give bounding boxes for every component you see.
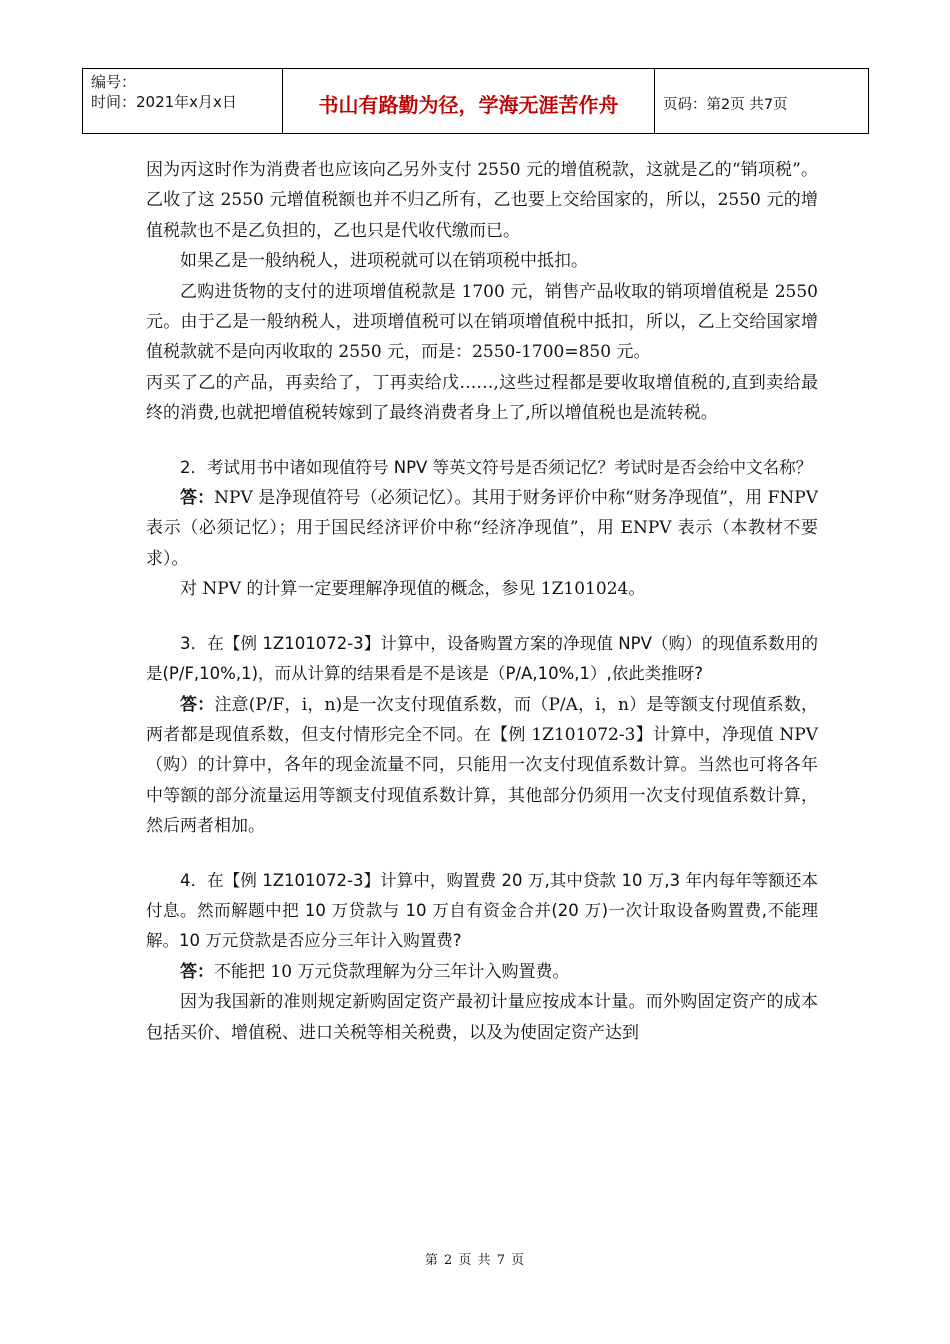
- answer-label: 答：: [180, 694, 215, 715]
- paragraph: 丙买了乙的产品，再卖给了，丁再卖给戊……,这些过程都是要收取增值税的,直到卖给最终的消费,也就把增值税转嫁到了最终消费者身上了,所以增值税也是流转税。: [146, 372, 818, 424]
- question-4: 4．在【例 1Z101072-3】计算中，购置费 20 万,其中贷款 10 万,3 年内每年等额还本付息。然而解题中把 10 万贷款与 10 万自有资金合并(20 万)一次计取设备购置费,不能理解。10 万元贷款是否应分三年计入购置费?: [146, 870, 818, 951]
- answer-3: [146, 690, 818, 842]
- header-motto: 书山有路勤为径，学海无涯苦作舟: [283, 69, 655, 133]
- question-2: 2．考试用书中诸如现值符号 NPV 等英文符号是否须记忆？考试时是否会给中文名称？: [180, 457, 813, 477]
- header-table: [82, 68, 869, 134]
- number-label: 编号：: [91, 73, 137, 91]
- answer-text: 不能把 10 万元贷款理解为分三年计入购置费。: [214, 961, 570, 982]
- answer-text: NPV 是净现值符号（必须记忆）。其用于财务评价中称“财务净现值”，用 FNPV 表示（必须记忆）；用于国民经济评价中称“经济净现值”，用 ENPV 表示（本教材不要求）。: [146, 488, 818, 569]
- answer-2: [146, 483, 818, 574]
- paragraph: 乙购进货物的支付的进项增值税款是 1700 元，销售产品收取的销项增值税是 2550 元。由于乙是一般纳税人，进项增值税可以在销项增值税中抵扣，所以，乙上交给国家增值税款就不是向丙收取的 2550 元，而是：2550-1700=850 元。: [146, 281, 818, 363]
- answer-text: 注意(P/F，i，n)是一次支付现值系数，而（P/A，i，n）是等额支付现值系数，两者都是现值系数，但支付情形完全不同。在【例 1Z101072-3】计算中，净现值 NPV（购）的计算中，各年的现金流量不同，只能用一次支付现值系数计算。当然也可将各年中等额的部分流量运用等额支付现值系数计算，其他部分仍须用一次支付现值系数计算，然后两者相加。: [146, 694, 818, 837]
- document-body: [146, 155, 818, 1048]
- answer-label: 答：: [180, 488, 215, 509]
- answer-4: [146, 957, 818, 987]
- paragraph: 因为我国新的准则规定新购固定资产最初计量应按成本计量。而外购固定资产的成本包括买价、增值税、进口关税等相关税费，以及为使固定资产达到: [146, 992, 818, 1043]
- time-label: 时间：2021年x月x日: [91, 93, 237, 111]
- header-page-info: 页码：第2页 共7页: [663, 96, 788, 113]
- paragraph: 因为丙这时作为消费者也应该向乙另外支付 2550 元的增值税款，这就是乙的“销项税”。乙收了这 2550 元增值税额也并不归乙所有，乙也要上交给国家的，所以，2550 元的增值税款也不是乙负担的，乙也只是代收代缴而已。: [146, 160, 818, 241]
- page-footer: 第 2 页 共 7 页: [424, 1253, 526, 1268]
- question-3: 3．在【例 1Z101072-3】计算中，设备购置方案的净现值 NPV（购）的现值系数用的是(P/F,10%,1)，而从计算的结果看是不是该是（P/A,10%,1）,依此类推呀?: [146, 633, 818, 684]
- header-meta: [83, 69, 283, 133]
- paragraph: 如果乙是一般纳税人，进项税就可以在销项税中抵扣。: [180, 251, 588, 272]
- note-2: 对 NPV 的计算一定要理解净现值的概念，参见 1Z101024。: [180, 579, 646, 600]
- answer-label: 答：: [180, 961, 214, 982]
